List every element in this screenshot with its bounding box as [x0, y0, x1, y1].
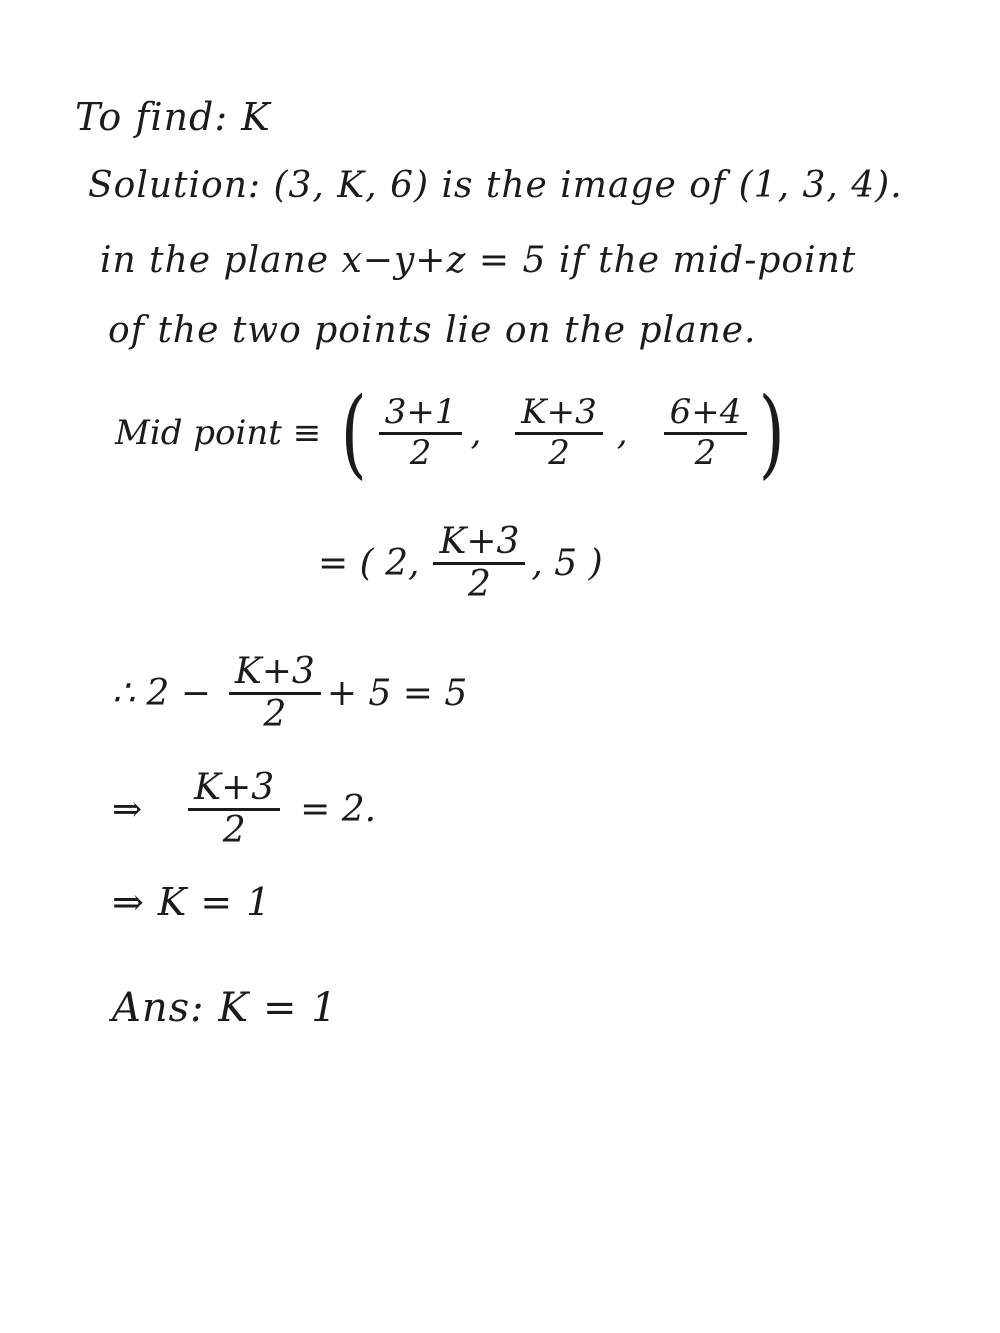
- solution-line-1: Solution: (3, K, 6) is the image of (1, 3, 4).: [88, 165, 903, 206]
- midpoint-simplified: [318, 522, 603, 604]
- implies-arrow: ⇒: [112, 788, 143, 830]
- midpoint-simplified-prefix: = ( 2,: [318, 542, 420, 584]
- fraction-denominator: 2: [467, 563, 491, 605]
- step-1-fraction: [229, 652, 321, 734]
- fraction-denominator: 2: [409, 432, 432, 473]
- fraction-denominator: 2: [694, 432, 717, 473]
- final-answer: Ans: K = 1: [112, 985, 338, 1031]
- midpoint-label: Mid point ≡: [115, 413, 322, 453]
- fraction-denominator: 2: [222, 809, 246, 851]
- step-1-equation: [112, 652, 467, 734]
- fraction-denominator: 2: [263, 693, 287, 735]
- midpoint-simplified-suffix: , 5 ): [531, 542, 603, 584]
- fraction-denominator: 2: [548, 432, 570, 473]
- solution-line-2: in the plane x−y+z = 5 if the mid-point: [100, 240, 857, 281]
- step-2-equation: [112, 768, 376, 850]
- step-1-suffix: + 5 = 5: [326, 672, 468, 714]
- midpoint-x-fraction: [379, 394, 463, 472]
- midpoint-formula: Mid point ≡ ( $\frac{3+1}{2}$ , $\frac{K+3}{2}$ , $\frac{6+4}{2}$ ): [115, 377, 786, 489]
- midpoint-y-fraction: [515, 394, 603, 472]
- step-2-fraction: [188, 768, 280, 850]
- fraction-numerator: 3+1: [379, 394, 463, 434]
- solution-line-3: of the two points lie on the plane.: [108, 310, 757, 351]
- fraction-numerator: K+3: [515, 394, 603, 434]
- midpoint-simplified-fraction: [433, 522, 525, 604]
- fraction-numerator: 6+4: [664, 394, 748, 434]
- midpoint-z-fraction: [664, 394, 748, 472]
- step-2-suffix: = 2.: [300, 788, 377, 830]
- fraction-numerator: K+3: [229, 652, 321, 695]
- fraction-numerator: K+3: [433, 522, 525, 565]
- to-find-heading: To find: K: [75, 95, 271, 139]
- fraction-numerator: K+3: [188, 768, 280, 811]
- step-3-result: ⇒ K = 1: [112, 880, 272, 924]
- step-1-prefix: ∴ 2 −: [112, 672, 211, 714]
